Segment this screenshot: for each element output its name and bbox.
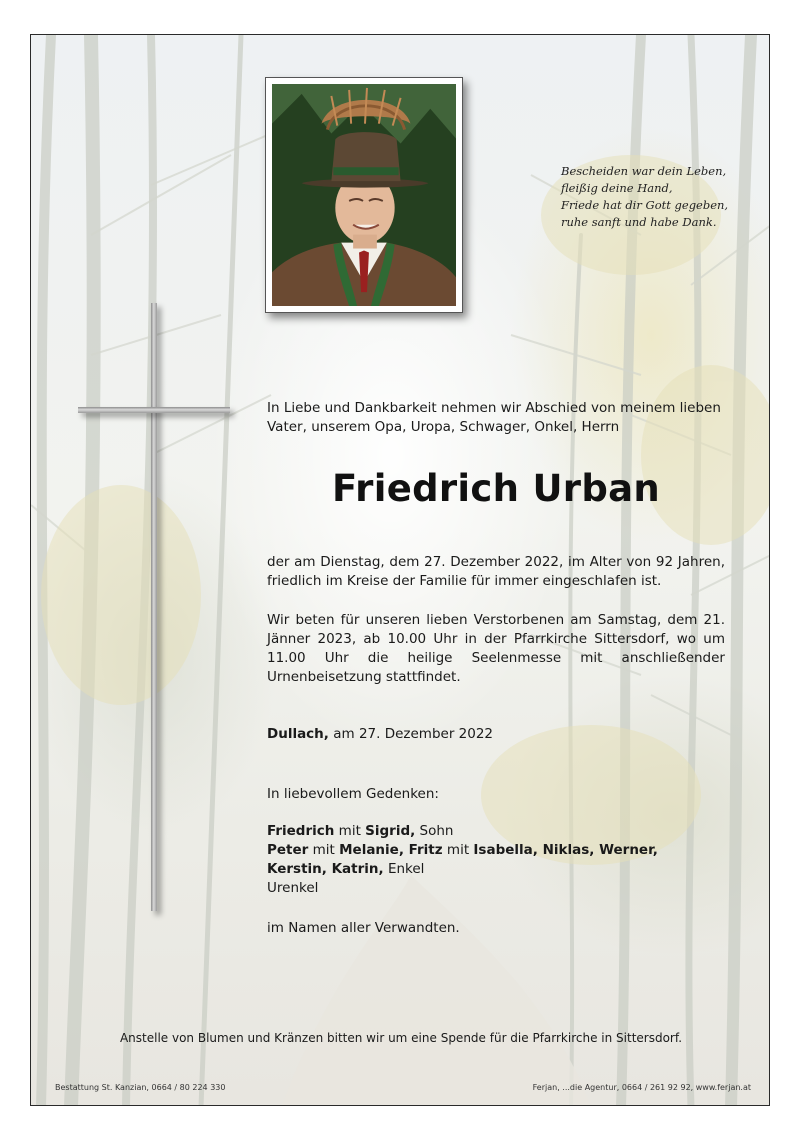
place-name: Dullach,: [267, 726, 329, 742]
remembrance-heading: In liebevollem Gedenken:: [267, 786, 439, 802]
family-line: [267, 822, 725, 841]
family-line: [267, 841, 725, 860]
footer-agency: Ferjan, ...die Agentur, 0664 / 261 92 92, www.ferjan.at: [532, 1083, 751, 1092]
poem-line: ruhe sanft und habe Dank.: [561, 215, 717, 229]
family-connector: mit: [308, 842, 340, 858]
family-line: [267, 860, 725, 879]
portrait-frame: [265, 77, 463, 313]
family-name: Kerstin, Katrin,: [267, 861, 384, 877]
poem-line: Bescheiden war dein Leben,: [561, 164, 727, 178]
footer-funeral-home: Bestattung St. Kanzian, 0664 / 80 224 330: [55, 1083, 226, 1092]
family-relation: Sohn: [415, 823, 454, 839]
intro-line-1: In Liebe und Dankbarkeit nehmen wir Abschied von meinem lieben: [267, 400, 721, 416]
obituary-card: [30, 34, 770, 1106]
poem-line: Friede hat dir Gott gegeben,: [561, 198, 729, 212]
closing-line: im Namen aller Verwandten.: [267, 920, 460, 936]
intro-text: [267, 399, 725, 437]
family-connector: mit: [442, 842, 474, 858]
family-relation: Enkel: [383, 861, 425, 877]
family-name: Melanie, Fritz: [339, 842, 443, 858]
poem-line: fleißig deine Hand,: [561, 181, 673, 195]
family-name: Sigrid,: [365, 823, 416, 839]
portrait-photo: [272, 84, 456, 306]
service-notice: Wir beten für unseren lieben Verstorbenen am Samstag, dem 21. Jänner 2023, ab 10.00 Uhr in der Pfarrkirche Sittersdorf, wo um 11.00 Uhr die heilige Seelenmesse mit anschließender Urnenbeisetzung stattfindet.: [267, 612, 725, 685]
deceased-name: Friedrich Urban: [331, 467, 661, 510]
family-connector: mit: [334, 823, 366, 839]
family-name: Isabella, Niklas, Werner,: [473, 842, 658, 858]
notice-date: am 27. Dezember 2022: [333, 726, 494, 742]
family-line: Urenkel: [267, 880, 319, 896]
intro-line-2: Vater, unserem Opa, Uropa, Schwager, Onkel, Herrn: [267, 419, 620, 435]
family-list: [267, 822, 725, 898]
family-name: Friedrich: [267, 823, 335, 839]
donation-request: Anstelle von Blumen und Kränzen bitten wir um eine Spende für die Pfarrkirche in Sittersdorf.: [119, 1031, 683, 1045]
death-notice: der am Dienstag, dem 27. Dezember 2022, im Alter von 92 Jahren, friedlich im Kreise der Familie für immer eingeschlafen ist.: [267, 554, 725, 589]
poem: [561, 163, 751, 231]
place-date: [267, 725, 725, 744]
cross-vertical-bar: [151, 303, 157, 911]
cross-horizontal-bar: [78, 407, 230, 413]
family-name: Peter: [267, 842, 309, 858]
